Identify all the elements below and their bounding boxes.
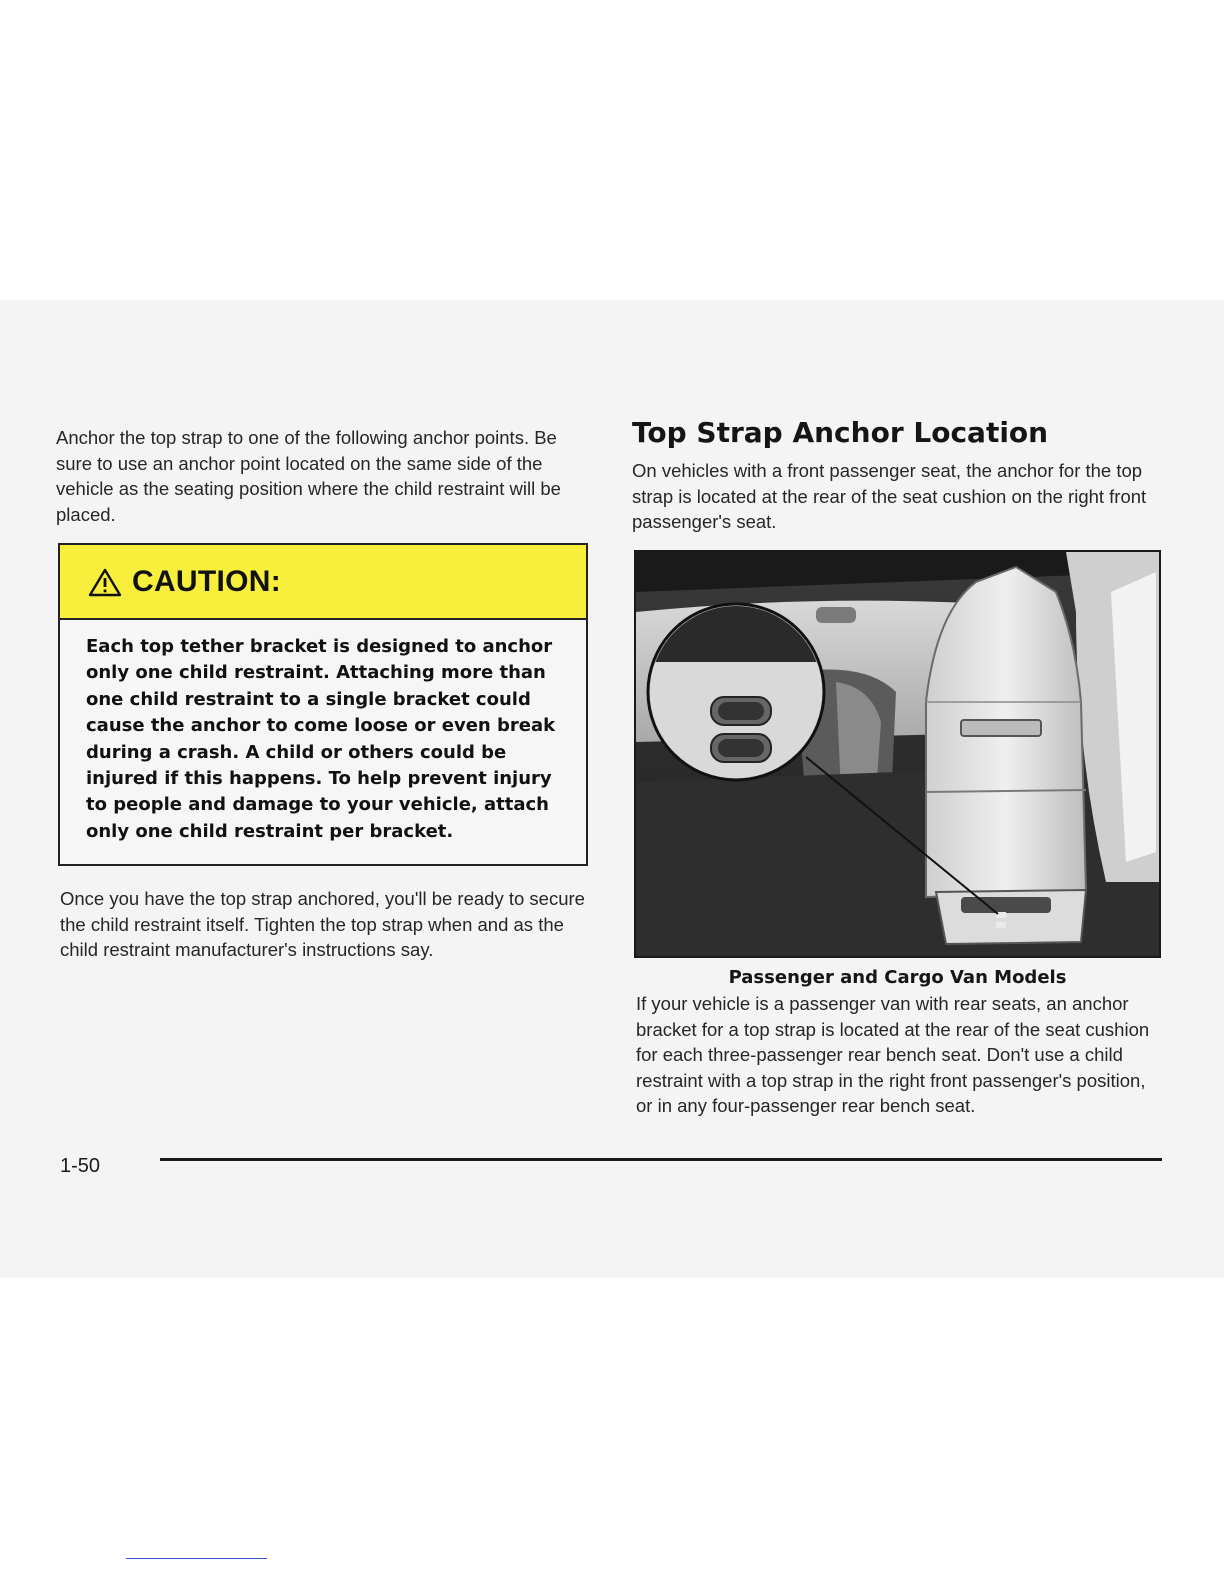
warning-triangle-icon <box>88 567 122 597</box>
van-models-paragraph: If your vehicle is a passenger van with rear seats, an anchor bracket for a top strap is located at the rear of the seat cushion for each three-passenger rear bench seat. Don't use a child restraint with a top strap in the right front passenger's position, or in any four-passenger rear bench seat. <box>636 993 1150 1116</box>
caution-header <box>60 545 586 620</box>
caution-body: Each top tether bracket is designed to anchor only one child restraint. Attaching more than one child restraint to a single bracket could cause the anchor to come loose or even break during a crash. A child or others could be injured if this happens. To help prevent injury to people and damage to your vehicle, attach only one child restraint per bracket. <box>86 636 556 842</box>
footer-rule <box>160 1158 1162 1161</box>
section-heading: Top Strap Anchor Location <box>632 416 1049 449</box>
intro-paragraph: Anchor the top strap to one of the following anchor points. Be sure to use an anchor point located on the same side of the vehicle as the seating position where the child restraint will be placed. <box>56 427 561 525</box>
anchor-location-paragraph: On vehicles with a front passenger seat, the anchor for the top strap is located at the rear of the seat cushion on the right front passenger's seat. <box>632 460 1147 532</box>
outro-paragraph: Once you have the top strap anchored, you'll be ready to secure the child restraint itself. Tighten the top strap when and as the child restraint manufacturer's instructions say. <box>60 888 585 960</box>
page-number: 1-50 <box>60 1155 101 1177</box>
link-underline <box>126 1558 267 1559</box>
seat-anchor-photo <box>634 550 1161 958</box>
caution-title: CAUTION: <box>132 564 282 598</box>
figure-caption: Passenger and Cargo Van Models <box>728 967 1067 988</box>
caution-box <box>58 543 588 866</box>
